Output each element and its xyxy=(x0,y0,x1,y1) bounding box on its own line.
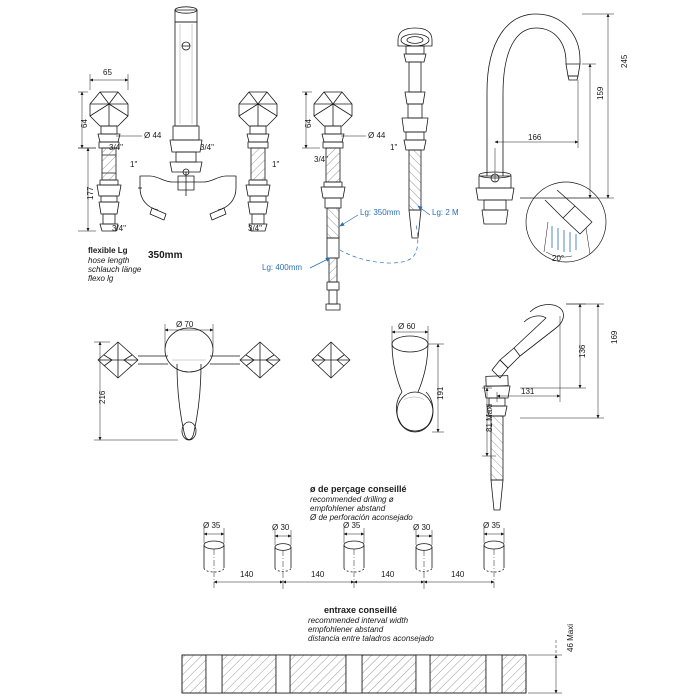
flexible-hose-tee xyxy=(138,169,236,220)
spacing-sub-de: empfohlener abstand xyxy=(308,625,384,634)
dim-64-right: 64 xyxy=(304,119,313,128)
spacing-sub-en: recommended interval width xyxy=(308,616,409,625)
drilling-sub-de: empfohlener abstand xyxy=(310,504,386,513)
center-spout xyxy=(170,7,202,172)
gooseneck-spout xyxy=(476,14,580,224)
spacing-title: entraxe conseillé xyxy=(324,605,398,615)
flexible-sub-en: hose length xyxy=(88,256,130,265)
spacing-sub-es: distancia entre taladros aconsejado xyxy=(308,634,434,643)
dim-177: 177 xyxy=(86,186,95,200)
dim-169: 169 xyxy=(610,330,619,344)
label-lg-400: Lg: 400mm xyxy=(262,263,303,272)
flexible-value: 350mm xyxy=(148,250,183,261)
dim-dia-44-left: Ø 44 xyxy=(144,131,162,140)
dim-159: 159 xyxy=(596,86,605,100)
dim-65: 65 xyxy=(103,68,112,77)
dim-dia-35-b: Ø 35 xyxy=(343,521,361,530)
dim-angle-20: 20° xyxy=(552,254,565,263)
diverter-valve-assembly xyxy=(314,92,352,310)
label-three-quarter-b: 3/4" xyxy=(200,143,214,152)
dim-dia-70: Ø 70 xyxy=(176,320,194,329)
dim-dia-44-right: Ø 44 xyxy=(368,131,386,140)
handshower-pillar xyxy=(484,305,563,510)
drilling-sub-en: recommended drilling ø xyxy=(310,495,394,504)
dim-166: 166 xyxy=(528,133,542,142)
dim-136: 136 xyxy=(578,344,587,358)
handshower-cradle xyxy=(392,336,433,432)
dim-dia-35-c: Ø 35 xyxy=(483,521,501,530)
dim-245: 245 xyxy=(620,54,629,68)
dim-131: 131 xyxy=(521,387,535,396)
label-one-inch-a: 1" xyxy=(130,160,138,169)
label-lg-2m: Lg: 2 M xyxy=(432,208,459,217)
dim-dia-30-b: Ø 30 xyxy=(413,523,431,532)
label-one-inch-c: 1" xyxy=(390,143,398,152)
dim-140-b: 140 xyxy=(311,570,325,579)
dim-46-maxi: 46 Maxi xyxy=(566,623,575,652)
label-three-quarter-c: 3/4" xyxy=(112,224,126,233)
label-three-quarter-e: 3/4" xyxy=(314,155,328,164)
label-lg-350: Lg: 350mm xyxy=(360,208,401,217)
label-three-quarter-d: 3/4" xyxy=(248,224,262,233)
spray-angle-detail xyxy=(526,182,606,262)
dim-140-c: 140 xyxy=(381,570,395,579)
left-valve-assembly xyxy=(90,92,128,231)
flexible-sub-es: flexo lg xyxy=(88,274,114,283)
deck-section xyxy=(182,655,526,693)
flexible-sub-de: schlauch länge xyxy=(88,265,142,274)
drill-holes-row xyxy=(204,541,504,572)
dim-216: 216 xyxy=(98,390,107,404)
dim-dia-30-a: Ø 30 xyxy=(272,523,290,532)
drilling-title: ø de perçage conseillé xyxy=(310,484,407,494)
flexible-title: flexible Lg xyxy=(88,246,128,255)
dim-191: 191 xyxy=(436,386,445,400)
mixer-top-view xyxy=(98,328,280,440)
diverter-top-view xyxy=(312,342,350,378)
dim-64-left: 64 xyxy=(80,119,89,128)
dim-dia-60: Ø 60 xyxy=(398,322,416,331)
label-one-inch-b: 1" xyxy=(272,160,280,169)
dim-81-maxi: 81 Maxi xyxy=(485,403,494,432)
dim-dia-35-a: Ø 35 xyxy=(203,521,221,530)
dim-140-d: 140 xyxy=(451,570,465,579)
handshower-upright xyxy=(398,28,432,238)
label-three-quarter-a: 3/4" xyxy=(109,143,123,152)
dim-140-a: 140 xyxy=(240,570,254,579)
drilling-sub-es: Ø de perforación aconsejado xyxy=(310,513,413,522)
